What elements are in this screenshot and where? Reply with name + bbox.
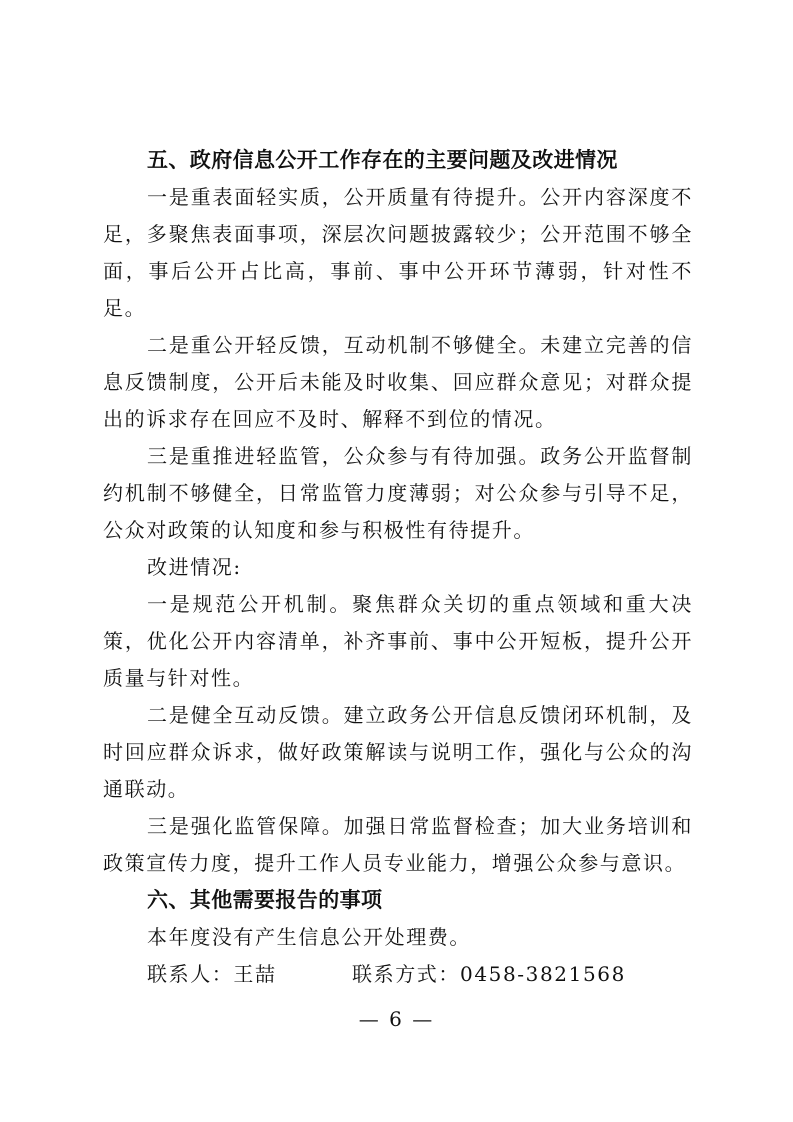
improvement-paragraph-3: 三是强化监管保障。加强日常监督检查；加大业务培训和政策宣传力度，提升工作人员专业能力，增强公众参与意识。 xyxy=(103,814,693,875)
improvement-paragraph-2: 二是健全互动反馈。建立政务公开信息反馈闭环机制，及时回应群众诉求，做好政策解读与说明工作，强化与公众的沟通联动。 xyxy=(103,703,693,801)
contact-method: 联系方式：0458-3821568 xyxy=(352,962,626,986)
improvement-paragraph-1: 一是规范公开机制。聚焦群众关切的重点领域和重大决策，优化公开内容清单，补齐事前、事中公开短板，提升公开质量与针对性。 xyxy=(103,592,693,690)
contact-row xyxy=(103,956,693,993)
contact-person: 联系人：王喆 xyxy=(147,962,277,986)
problem-paragraph-1: 一是重表面轻实质，公开质量有待提升。公开内容深度不足，多聚焦表面事项，深层次问题披露较少；公开范围不够全面，事后公开占比高，事前、事中公开环节薄弱，针对性不足。 xyxy=(103,185,693,320)
page-content xyxy=(103,142,693,993)
problem-paragraph-2: 二是重公开轻反馈，互动机制不够健全。未建立完善的信息反馈制度，公开后未能及时收集、回应群众意见；对群众提出的诉求存在回应不及时、解释不到位的情况。 xyxy=(103,333,693,431)
problem-paragraph-3: 三是重推进轻监管，公众参与有待加强。政务公开监督制约机制不够健全，日常监管力度薄弱；对公众参与引导不足，公众对政策的认知度和参与积极性有待提升。 xyxy=(103,444,693,542)
section-6-heading: 六、其他需要报告的事项 xyxy=(147,888,383,912)
improvement-label: 改进情况: xyxy=(147,555,242,579)
processing-fee-paragraph: 本年度没有产生信息公开处理费。 xyxy=(147,925,471,949)
section-5-heading: 五、政府信息公开工作存在的主要问题及改进情况 xyxy=(147,148,618,172)
page-number: — 6 — xyxy=(358,1007,435,1031)
